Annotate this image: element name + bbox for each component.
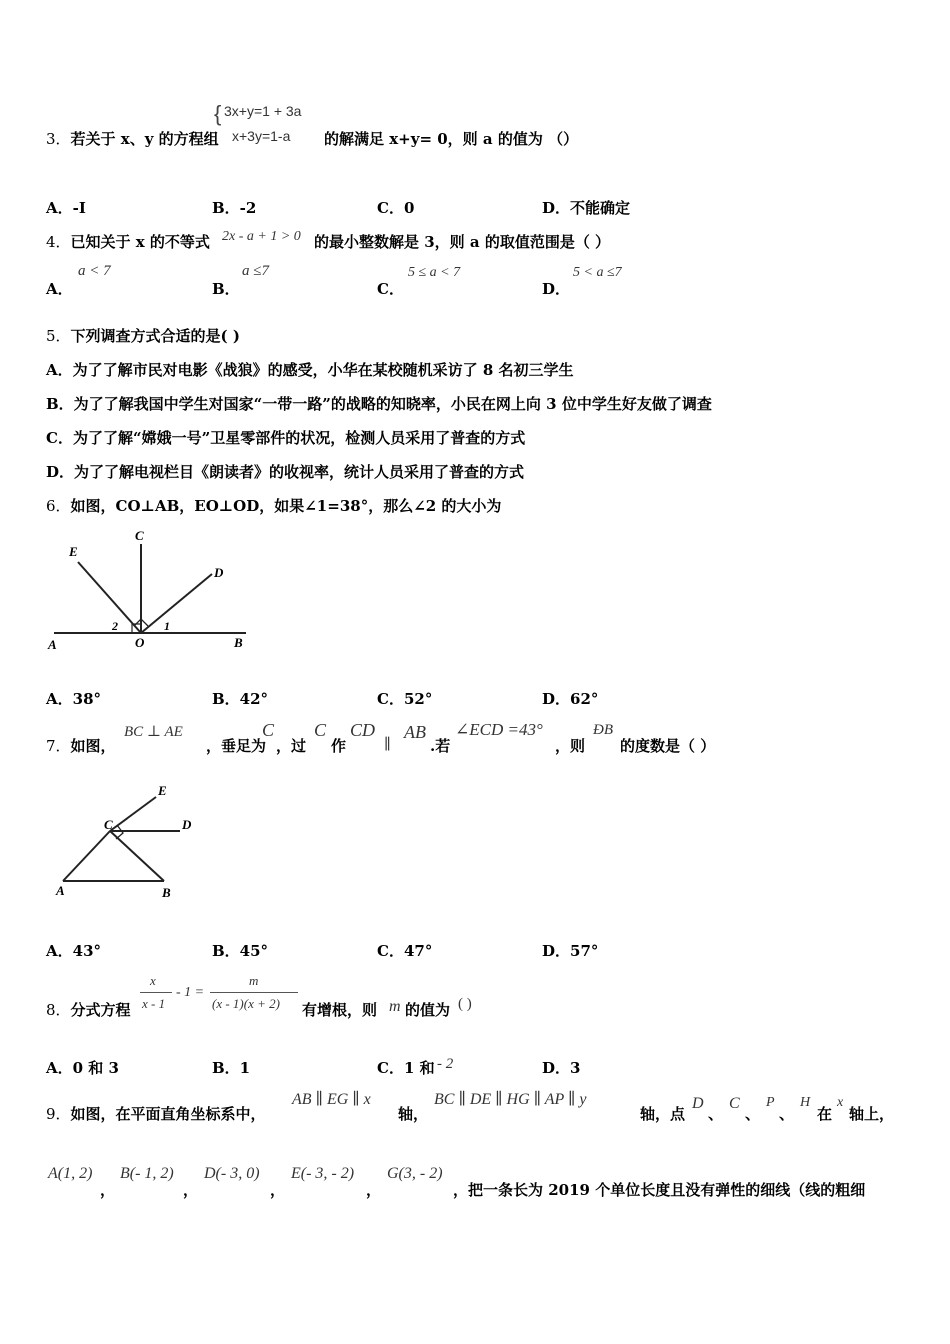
q9-math-x: x [837, 1095, 844, 1110]
q7-math-bc-perp-ae: BC ⊥ AE [124, 724, 183, 740]
q8-stem: 8．分式方程 [46, 1001, 131, 1019]
q4-option-b[interactable]: B． [212, 280, 240, 298]
line-od [141, 574, 212, 633]
q7-math-ab: AB [404, 722, 426, 742]
q8-frac1-bar [140, 992, 172, 993]
q7-math-b: ÐB [593, 722, 613, 738]
q7-option-b[interactable]: B．45° [212, 942, 269, 960]
q3-eq1: 3x+y=1 + 3a [224, 103, 302, 119]
q7-option-d[interactable]: D．57° [542, 942, 599, 960]
q5-stem: 5．下列调查方式合适的是( ) [46, 327, 240, 345]
q9-coord-a: A(1, 2) [48, 1165, 93, 1182]
q3-stem: 3．若关于 x、y 的方程组 [46, 130, 219, 148]
q4-inequality: 2x - a + 1 > 0 [222, 229, 301, 244]
q3-eq2: x+3y=1-a [232, 128, 291, 144]
q8-option-c[interactable]: C．1 和 [377, 1059, 435, 1077]
q7-text-5: .若 [430, 737, 451, 755]
q7-option-c[interactable]: C．47° [377, 942, 433, 960]
label-a: A [56, 883, 65, 898]
label-d: D [182, 817, 192, 832]
q3-brace: { [214, 101, 222, 126]
q5-option-b[interactable]: B．为了了解我国中学生对国家“一带一路”的战略的知晓率，小民在网上向 3 位中学生好友做了调查 [46, 395, 712, 413]
q9-comma-3: ， [270, 1181, 286, 1199]
q8-stem-mid: 有增根，则 [302, 1001, 378, 1019]
q9-pt-h: H [800, 1095, 811, 1110]
q9-coord-e: E(- 3, - 2) [291, 1165, 355, 1182]
label-b: B [234, 635, 243, 650]
q8-option-d[interactable]: D．3 [542, 1059, 581, 1077]
q9-sep-2: 、 [745, 1105, 761, 1123]
q9-coord-d: D(- 3, 0) [204, 1165, 260, 1182]
q9-math-ab-eg-x: AB ∥ EG ∥ x [292, 1091, 371, 1108]
q7-figure [48, 775, 218, 905]
q8-frac2-num: m [249, 973, 259, 988]
q6-option-c[interactable]: C．52° [377, 690, 433, 708]
q7-text-2: ，垂足为 [206, 737, 267, 755]
q4-option-d[interactable]: D． [542, 280, 571, 298]
q5-option-d[interactable]: D．为了了解电视栏目《朗读者》的收视率，统计人员采用了普查的方式 [46, 463, 525, 481]
line-oe [78, 562, 141, 633]
label-c: C [135, 528, 144, 543]
q6-option-d[interactable]: D．62° [542, 690, 599, 708]
q9-math-bc-y: BC ∥ DE ∥ HG ∥ AP ∥ y [434, 1091, 587, 1108]
label-a: A [48, 637, 57, 652]
q4-option-a-math: a < 7 [78, 263, 111, 279]
q7-text-4: 作 [331, 737, 347, 755]
q7-text-3: ，过 [276, 737, 307, 755]
q3-number: 3． [46, 130, 71, 148]
q9-text-4: 在 [817, 1105, 833, 1123]
q4-stem-end: 的最小整数解是 3，则 a 的取值范围是（ ） [314, 233, 611, 251]
q8-option-a[interactable]: A．0 和 3 [46, 1059, 119, 1077]
label-e: E [69, 544, 78, 559]
q7-stem-start: 7．如图， [46, 737, 116, 755]
line-ac [63, 831, 110, 881]
q7-text-7: 的度数是（ ） [620, 737, 716, 755]
q3-option-d[interactable]: D．不能确定 [542, 199, 631, 217]
q6-option-b[interactable]: B．42° [212, 690, 269, 708]
label-angle-2: 2 [112, 619, 118, 633]
label-d: D [214, 565, 224, 580]
q9-sep-3: 、 [779, 1105, 795, 1123]
q9-pt-d: D [692, 1095, 704, 1112]
q8-var-m: m [389, 998, 401, 1015]
q8-frac2-bar [210, 992, 298, 993]
q9-pt-c: C [729, 1095, 740, 1112]
q4-stem: 4．已知关于 x 的不等式 [46, 233, 210, 251]
q6-figure [40, 522, 260, 657]
q8-stem-end: 的值为 [405, 1001, 451, 1019]
label-c: C [104, 817, 113, 832]
q4-option-c-math: 5 ≤ a < 7 [408, 265, 461, 280]
q8-mid: - 1 = [176, 985, 205, 1000]
line-cb [110, 831, 164, 881]
label-b: B [162, 885, 171, 900]
q9-stem-start: 9．如图，在平面直角坐标系中， [46, 1105, 266, 1123]
q7-text-6: ，则 [555, 737, 586, 755]
q4-option-a[interactable]: A． [46, 280, 73, 298]
q9-pt-p: P [766, 1095, 775, 1110]
q3-stem-end: 的解满足 x+y= 0，则 a 的值为 （） [324, 130, 579, 148]
label-e: E [158, 783, 167, 798]
q4-option-b-math: a ≤7 [242, 263, 269, 279]
q9-coord-b: B(- 1, 2) [120, 1165, 174, 1182]
q9-text-3: 轴，点 [640, 1105, 686, 1123]
q3-option-c[interactable]: C．0 [377, 199, 415, 217]
q9-sep-1: 、 [708, 1105, 724, 1123]
q9-comma-2: ， [183, 1181, 199, 1199]
q6-stem: 6．如图，CO⊥AB，EO⊥OD，如果∠1=38°，那么∠2 的大小为 [46, 497, 502, 515]
q9-text-5: 轴上， [849, 1105, 895, 1123]
q9-coord-g: G(3, - 2) [387, 1165, 443, 1182]
q9-comma-4: ， [366, 1181, 382, 1199]
q8-frac1-num: x [150, 973, 156, 988]
q7-math-c2: C [314, 720, 327, 740]
q7-math-c: C [262, 720, 275, 740]
q9-text-6: ，把一条长为 2019 个单位长度且没有弹性的细线（线的粗细 [453, 1181, 866, 1199]
q4-option-c[interactable]: C． [377, 280, 404, 298]
q9-comma-1: ， [100, 1181, 116, 1199]
q7-math-angle: ∠ECD =43° [455, 720, 543, 739]
q3-option-a[interactable]: A．-I [46, 199, 86, 217]
q8-frac2-den: (x - 1)(x + 2) [212, 996, 280, 1011]
q4-option-d-math: 5 < a ≤7 [573, 265, 622, 280]
q8-frac1-den: x - 1 [142, 996, 166, 1011]
q8-option-c-math: - 2 [437, 1056, 454, 1072]
label-angle-1: 1 [164, 619, 170, 633]
q3-option-b[interactable]: B．-2 [212, 199, 257, 217]
q6-option-a[interactable]: A．38° [46, 690, 102, 708]
label-o: O [135, 635, 145, 650]
q7-option-a[interactable]: A．43° [46, 942, 102, 960]
q5-option-a[interactable]: A．为了了解市民对电影《战狼》的感受，小华在某校随机采访了 8 名初三学生 [46, 361, 574, 379]
q7-math-cd: CD [350, 720, 376, 740]
q8-paren: ( ) [458, 996, 472, 1012]
q5-option-c[interactable]: C．为了了解“嫦娥一号”卫星零部件的状况，检测人员采用了普查的方式 [46, 429, 526, 447]
q7-math-parallel: ∥ [384, 737, 391, 753]
q8-option-b[interactable]: B．1 [212, 1059, 251, 1077]
q9-text-2: 轴， [398, 1105, 429, 1123]
